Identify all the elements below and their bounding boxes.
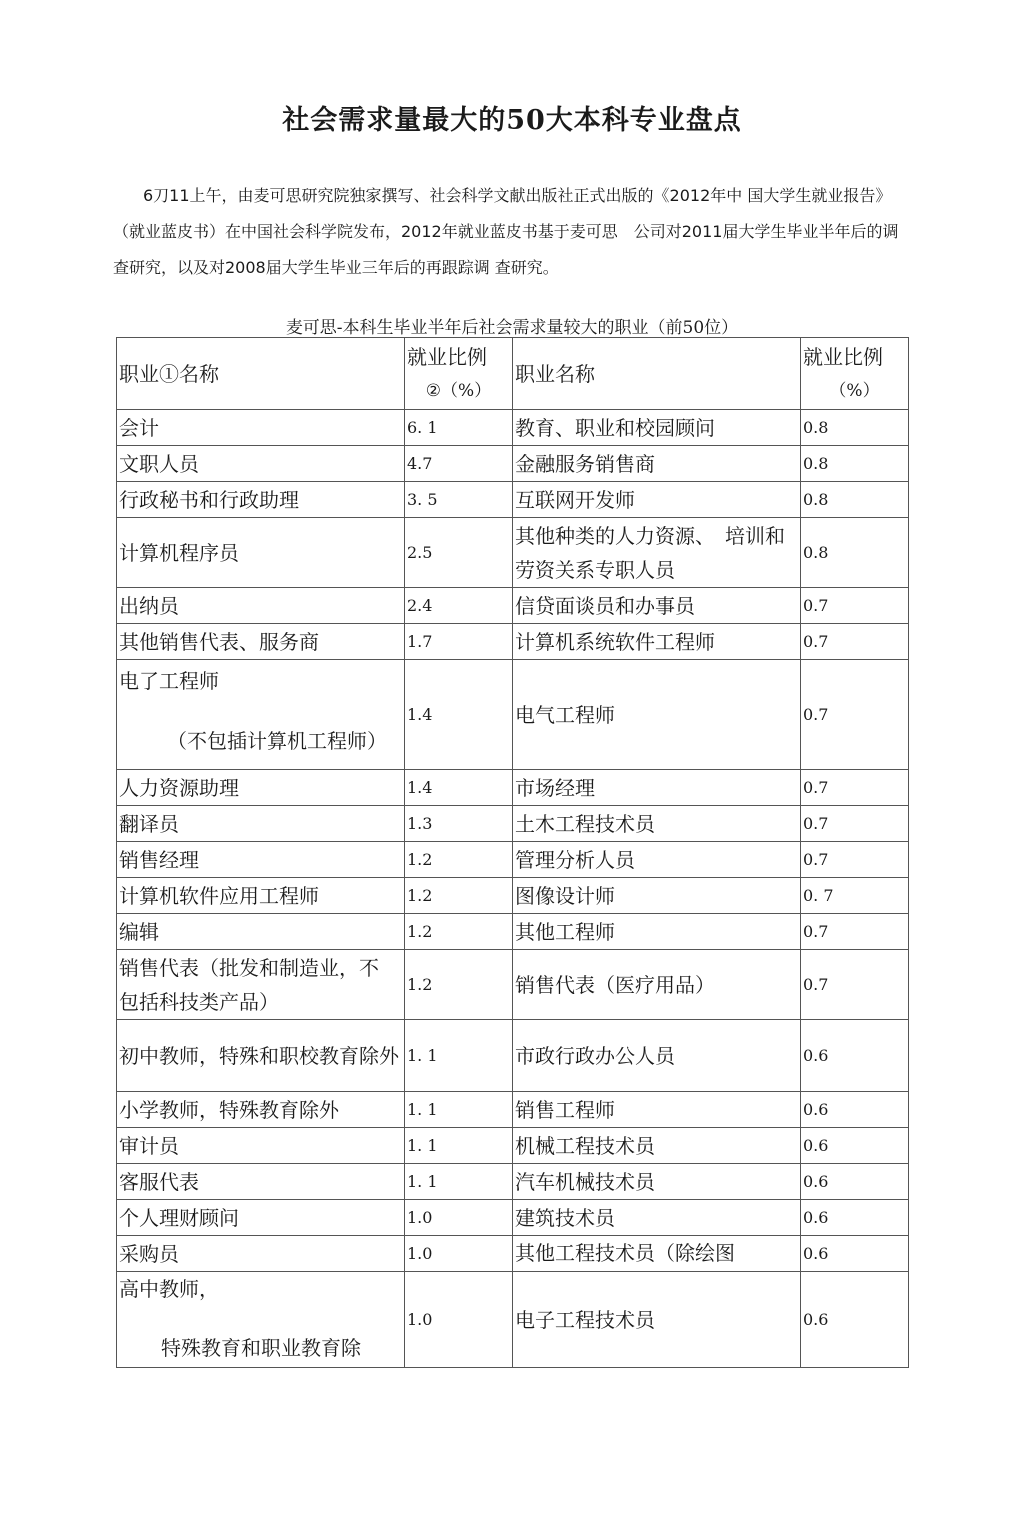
- table-caption: 麦可思-本科生毕业半年后社会需求量较大的职业（前50位）: [285, 318, 739, 338]
- right-occupation-name: 市场经理: [513, 770, 801, 806]
- table-row: [117, 588, 909, 624]
- right-occupation-name: 土木工程技术员: [513, 806, 801, 842]
- table-row: [117, 446, 909, 482]
- table-row: [117, 950, 909, 1020]
- left-employment-ratio: 1.2: [405, 950, 513, 1020]
- left-occupation-name-line2: 特殊教育和职业教育除: [161, 1336, 361, 1360]
- left-employment-ratio: 2.5: [405, 518, 513, 588]
- left-occupation-name: 翻译员: [117, 806, 405, 842]
- right-employment-ratio: 0.7: [801, 624, 909, 660]
- right-employment-ratio: 0.7: [801, 588, 909, 624]
- left-employment-ratio: 1.0: [405, 1236, 513, 1272]
- left-employment-ratio: 1.2: [405, 914, 513, 950]
- left-occupation-name: 初中教师，特殊和职校教育除外: [117, 1020, 405, 1092]
- left-occupation-name: [117, 1272, 405, 1368]
- left-employment-ratio: 1. 1: [405, 1128, 513, 1164]
- left-occupation-name: 计算机程序员: [117, 518, 405, 588]
- right-occupation-name: 金融服务销售商: [513, 446, 801, 482]
- left-employment-ratio: 1. 1: [405, 1020, 513, 1092]
- right-employment-ratio: 0.8: [801, 482, 909, 518]
- right-occupation-name: 计算机系统软件工程师: [513, 624, 801, 660]
- header-employment-ratio-1: [405, 338, 513, 410]
- occupation-table: [116, 337, 909, 1368]
- table-row: [117, 1200, 909, 1236]
- left-occupation-name: 行政秘书和行政助理: [117, 482, 405, 518]
- right-employment-ratio: 0.6: [801, 1272, 909, 1368]
- left-occupation-name: 个人理财顾问: [117, 1200, 405, 1236]
- left-occupation-name-line1: 电了工程师: [119, 669, 219, 693]
- header-employment-ratio-1-line2: ②（%）: [425, 380, 492, 401]
- table-row: [117, 482, 909, 518]
- left-employment-ratio: 1. 1: [405, 1164, 513, 1200]
- table-row: [117, 410, 909, 446]
- left-occupation-name: 销售代表（批发和制造业，不 包括科技类产品）: [117, 950, 405, 1020]
- table-row: [117, 1020, 909, 1092]
- table-row: [117, 518, 909, 588]
- left-occupation-name-line1: 高中教师，: [119, 1277, 219, 1301]
- left-employment-ratio: 1. 1: [405, 1092, 513, 1128]
- left-occupation-name-clip: [119, 1272, 402, 1367]
- table-row: [117, 770, 909, 806]
- header-occupation-name-2: 职业名称: [513, 338, 801, 410]
- right-occupation-name: 信贷面谈员和办事员: [513, 588, 801, 624]
- left-employment-ratio: 6. 1: [405, 410, 513, 446]
- left-occupation-name: [117, 660, 405, 770]
- right-occupation-name: 教育、职业和校园顾问: [513, 410, 801, 446]
- right-employment-ratio: 0.8: [801, 446, 909, 482]
- left-occupation-name: 小学教师，特殊教育除外: [117, 1092, 405, 1128]
- table-row: [117, 914, 909, 950]
- left-employment-ratio: 1.0: [405, 1272, 513, 1368]
- right-occupation-name: 其他种类的人力资源、 培训和劳资关系专职人员: [513, 518, 801, 588]
- right-employment-ratio: 0.6: [801, 1020, 909, 1092]
- left-occupation-name-line2: （不包插计算机工程师）: [167, 729, 387, 753]
- right-occupation-name: 销售代表（医疗用品）: [513, 950, 801, 1020]
- right-occupation-name: 销售工程师: [513, 1092, 801, 1128]
- left-employment-ratio: 1.0: [405, 1200, 513, 1236]
- right-employment-ratio: 0.7: [801, 806, 909, 842]
- left-occupation-name: 客服代表: [117, 1164, 405, 1200]
- right-occupation-name: 其他工程师: [513, 914, 801, 950]
- right-employment-ratio: 0.6: [801, 1236, 909, 1272]
- header-employment-ratio-2-line2: （%）: [829, 380, 880, 401]
- right-occupation-name: 建筑技术员: [513, 1200, 801, 1236]
- right-occupation-name: 其他工程技术员（除绘图: [513, 1236, 801, 1272]
- document-title: 社会需求量最大的50大本科专业盘点: [282, 105, 742, 136]
- right-employment-ratio: 0.7: [801, 914, 909, 950]
- header-occupation-name-1: 职业①名称: [117, 338, 405, 410]
- table-row: [117, 1164, 909, 1200]
- table-row: [117, 1092, 909, 1128]
- left-employment-ratio: 1.2: [405, 842, 513, 878]
- right-employment-ratio: 0.6: [801, 1092, 909, 1128]
- left-employment-ratio: 1.3: [405, 806, 513, 842]
- right-employment-ratio: 0.6: [801, 1200, 909, 1236]
- right-employment-ratio: 0. 7: [801, 878, 909, 914]
- table-row: [117, 1128, 909, 1164]
- table-row: [117, 660, 909, 770]
- left-employment-ratio: 2.4: [405, 588, 513, 624]
- left-employment-ratio: 1.2: [405, 878, 513, 914]
- right-occupation-name: 汽车机械技术员: [513, 1164, 801, 1200]
- table-row: [117, 624, 909, 660]
- right-occupation-name: 图像设计师: [513, 878, 801, 914]
- header-employment-ratio-2: [801, 338, 909, 410]
- table-row: [117, 842, 909, 878]
- left-occupation-name: 编辑: [117, 914, 405, 950]
- right-employment-ratio: 0.7: [801, 770, 909, 806]
- table-row: [117, 806, 909, 842]
- left-occupation-name: 会计: [117, 410, 405, 446]
- right-occupation-name: 电气工程师: [513, 660, 801, 770]
- right-employment-ratio: 0.7: [801, 660, 909, 770]
- right-employment-ratio: 0.6: [801, 1164, 909, 1200]
- left-occupation-name: 采购员: [117, 1236, 405, 1272]
- right-employment-ratio: 0.8: [801, 518, 909, 588]
- left-employment-ratio: 1.7: [405, 624, 513, 660]
- table-row: [117, 1272, 909, 1368]
- right-occupation-name: 管理分析人员: [513, 842, 801, 878]
- header-employment-ratio-2-line1: 就业比例: [803, 344, 883, 369]
- right-occupation-name: 互联网开发师: [513, 482, 801, 518]
- right-employment-ratio: 0.7: [801, 842, 909, 878]
- table-row: [117, 878, 909, 914]
- left-employment-ratio: 1.4: [405, 660, 513, 770]
- left-occupation-name: 计算机软件应用工程师: [117, 878, 405, 914]
- left-occupation-name: 文职人员: [117, 446, 405, 482]
- header-employment-ratio-1-line1: 就业比例: [407, 344, 487, 369]
- right-employment-ratio: 0.7: [801, 950, 909, 1020]
- right-occupation-name: 市政行政办公人员: [513, 1020, 801, 1092]
- left-occupation-name: 人力资源助理: [117, 770, 405, 806]
- right-employment-ratio: 0.6: [801, 1128, 909, 1164]
- left-occupation-name: 审计员: [117, 1128, 405, 1164]
- table-header-row: [117, 338, 909, 410]
- left-occupation-name: 其他销售代表、服务商: [117, 624, 405, 660]
- left-employment-ratio: 4.7: [405, 446, 513, 482]
- right-employment-ratio: 0.8: [801, 410, 909, 446]
- right-occupation-name: 电子工程技术员: [513, 1272, 801, 1368]
- right-occupation-name: 机械工程技术员: [513, 1128, 801, 1164]
- left-employment-ratio: 1.4: [405, 770, 513, 806]
- intro-paragraph: 6刀11上午，由麦可思研究院独家撰写、社会科学文献出版社正式出版的《2012年中 国大学生就业报告》（就业蓝皮书）在中国社会科学院发布，2012年就业蓝皮书基于麦可思 公司对2011届大学生毕业半年后的调查研究，以及对2008届大学生毕业三年后的再跟踪调 查研究。: [113, 186, 899, 277]
- left-occupation-name: 销售经理: [117, 842, 405, 878]
- left-occupation-name: 出纳员: [117, 588, 405, 624]
- table-row: [117, 1236, 909, 1272]
- left-employment-ratio: 3. 5: [405, 482, 513, 518]
- left-occupation-name-clip: [119, 660, 402, 769]
